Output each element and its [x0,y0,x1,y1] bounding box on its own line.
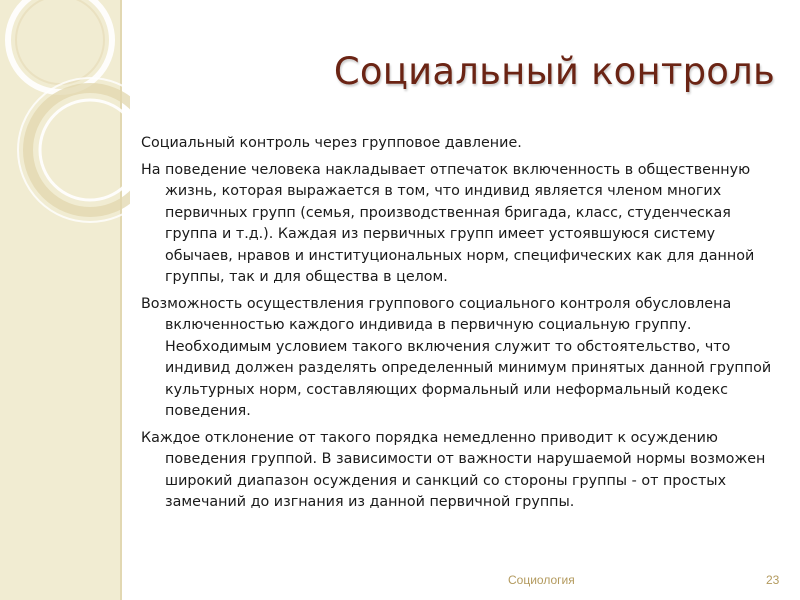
paragraph: Возможность осуществления группового социального контроля обусловлена включенностью каждого индивида в первичную социальную группу. Необходимым условием такого включения служит то обстоятельство, что индивид должен разделять определенный минимум принятых данной группой культурных норм, составляющих формальный или неформальный кодекс поведения. [141,295,772,419]
page-number: 23 [766,573,780,587]
paragraph: Социальный контроль через групповое давление. [141,135,522,151]
slide-title: Социальный контроль [333,50,775,93]
paragraph: На поведение человека накладывает отпечаток включенность в общественную жизнь, которая выражается в том, что индивид является членом многих первичных групп (семья, производственная бригада, класс, студенческая группа и т.д.). Каждая из первичных групп имеет устоявшуюся систему обычаев, нравов и институциональных норм, специфических как для данной группы, так и для общества в целом. [141,161,755,285]
slide-body [141,133,776,519]
decorative-rings [0,0,130,260]
footer-label: Социология [508,573,575,587]
paragraph: Каждое отклонение от такого порядка немедленно приводит к осуждению поведения группой. В зависимости от важности нарушаемой нормы возможен широкий диапазон осуждения и санкций со стороны группы - от простых замечаний до изгнания из данной первичной группы. [141,429,766,510]
